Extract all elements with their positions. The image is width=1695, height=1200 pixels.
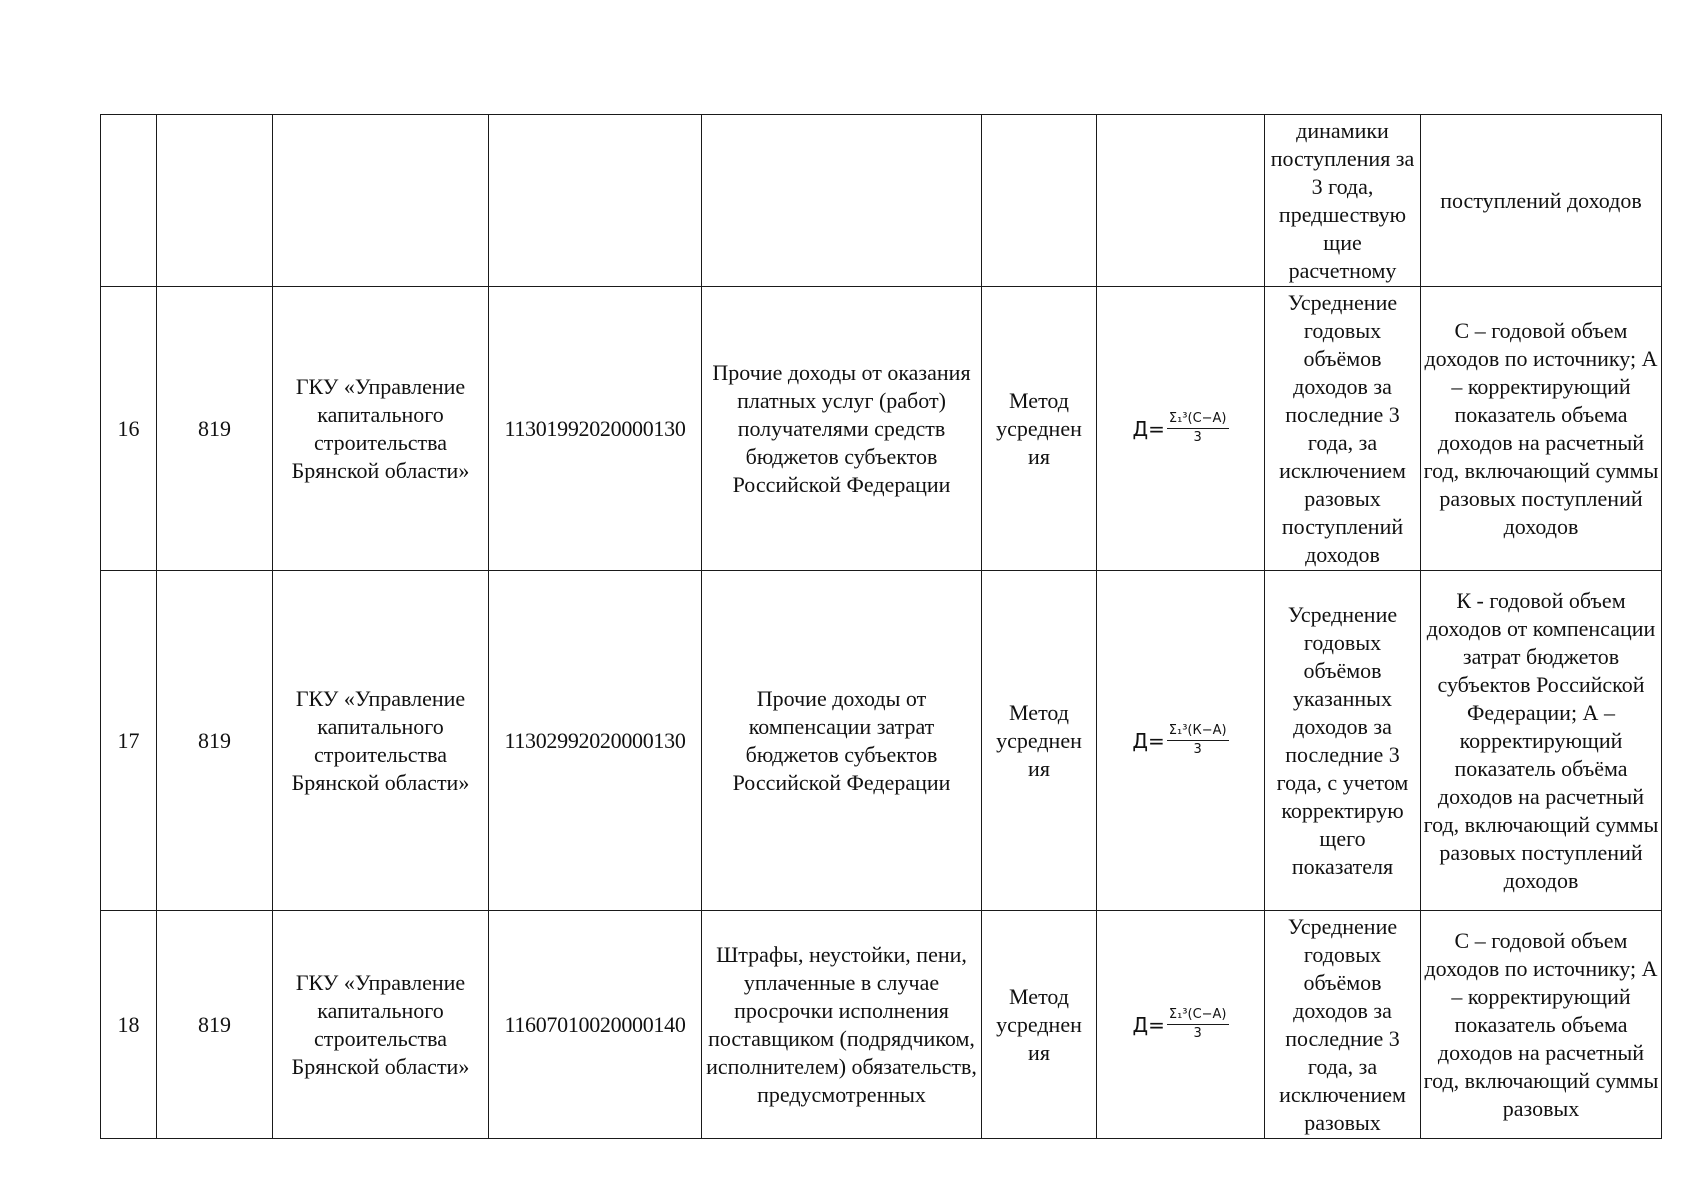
algorithm-cell: Усреднение годовых объёмов указанных доходов за последние 3 года, с учетом корректирую щего показателя [1265,571,1421,911]
formula-cell [1097,115,1265,287]
description-cell: К - годовой объем доходов от компенсации затрат бюджетов субъектов Российской Федерации; А – корректирующий показатель объёма доходов на расчетный год, включающий суммы разовых поступлений доходов [1421,571,1662,911]
row-number-cell: 17 [101,571,157,911]
table-row [101,287,1662,571]
formula-cell [1097,571,1265,911]
algorithm-cell: Усреднение годовых объёмов доходов за последние 3 года, за исключением разовых [1265,911,1421,1139]
formula-denominator: 3 [1193,742,1202,757]
admin-code-cell: 819 [157,911,273,1139]
method-cell [982,115,1097,287]
formula [1132,411,1228,446]
organization-cell: ГКУ «Управление капитального строительства Брянской области» [273,911,489,1139]
revenue-forecast-table [100,114,1662,1139]
organization-cell: ГКУ «Управление капитального строительства Брянской области» [273,571,489,911]
kbk-code-cell: 11301992020000130 [489,287,702,571]
formula-prefix: Д= [1132,728,1165,753]
table-row [101,115,1662,287]
table-row [101,911,1662,1139]
formula-fraction [1167,723,1229,758]
description-cell: С – годовой объем доходов по источнику; А – корректирующий показатель объема доходов на расчетный год, включающий суммы разовых поступлений доходов [1421,287,1662,571]
formula [1132,723,1228,758]
formula-denominator: 3 [1193,1026,1202,1041]
row-number-cell [101,115,157,287]
revenue-name-cell: Прочие доходы от компенсации затрат бюджетов субъектов Российской Федерации [702,571,982,911]
formula-numerator: Σ₁³(К−А) [1167,723,1229,741]
organization-cell: ГКУ «Управление капитального строительства Брянской области» [273,287,489,571]
admin-code-cell: 819 [157,287,273,571]
formula-numerator: Σ₁³(С−А) [1167,1007,1229,1025]
admin-code-cell [157,115,273,287]
revenue-name-cell: Прочие доходы от оказания платных услуг (работ) получателями средств бюджетов субъектов Российской Федерации [702,287,982,571]
formula-fraction [1167,411,1229,446]
method-cell: Метод усреднен ия [982,287,1097,571]
formula-fraction [1167,1007,1229,1042]
method-cell: Метод усреднен ия [982,911,1097,1139]
table-row [101,571,1662,911]
algorithm-cell: Усреднение годовых объёмов доходов за последние 3 года, за исключением разовых поступлений доходов [1265,287,1421,571]
admin-code-cell: 819 [157,571,273,911]
kbk-code-cell: 11302992020000130 [489,571,702,911]
formula-denominator: 3 [1193,430,1202,445]
formula-cell [1097,911,1265,1139]
row-number-cell: 18 [101,911,157,1139]
formula-prefix: Д= [1132,1012,1165,1037]
row-number-cell: 16 [101,287,157,571]
description-cell: С – годовой объем доходов по источнику; А – корректирующий показатель объема доходов на расчетный год, включающий суммы разовых [1421,911,1662,1139]
method-cell: Метод усреднен ия [982,571,1097,911]
formula-numerator: Σ₁³(С−А) [1167,411,1229,429]
algorithm-cell: динамики поступления за 3 года, предшествую щие расчетному [1265,115,1421,287]
description-cell: поступлений доходов [1421,115,1662,287]
formula-cell [1097,287,1265,571]
kbk-code-cell: 11607010020000140 [489,911,702,1139]
revenue-name-cell [702,115,982,287]
formula [1132,1007,1228,1042]
kbk-code-cell [489,115,702,287]
revenue-name-cell: Штрафы, неустойки, пени, уплаченные в случае просрочки исполнения поставщиком (подрядчиком, исполнителем) обязательств, предусмотренных [702,911,982,1139]
formula-prefix: Д= [1132,416,1165,441]
organization-cell [273,115,489,287]
